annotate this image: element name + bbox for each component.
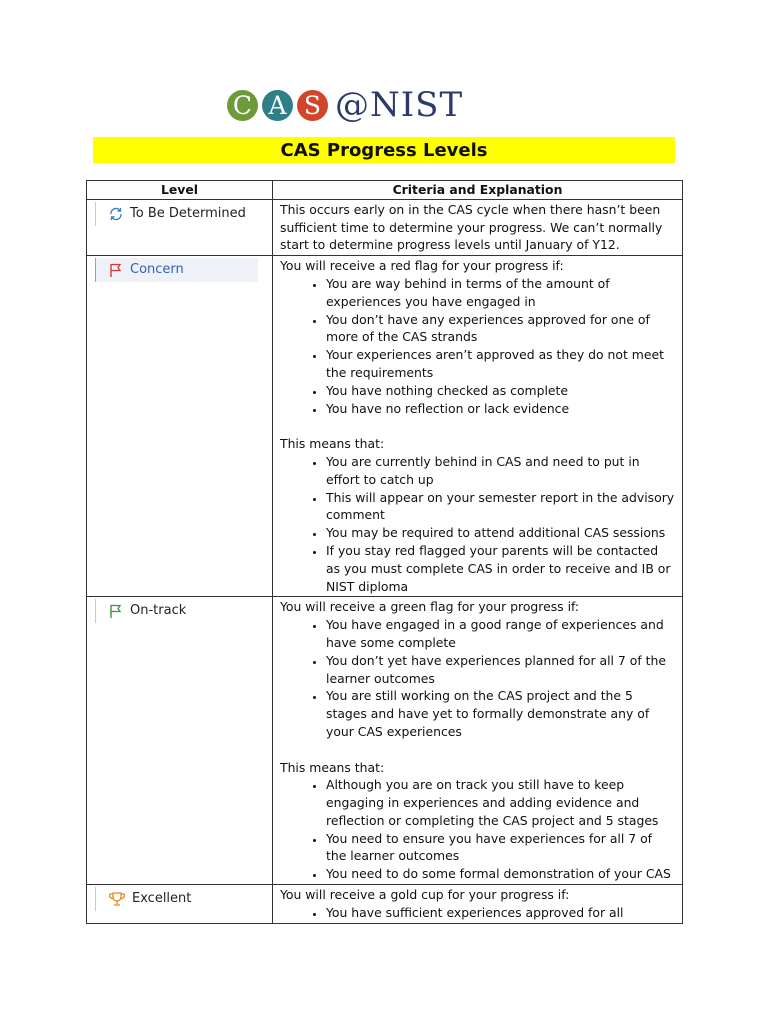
page-title: CAS Progress Levels [93, 137, 675, 163]
means-list [280, 453, 676, 595]
table-header-row [87, 181, 683, 200]
level-on-track [95, 599, 258, 623]
level-label: Excellent [132, 891, 192, 907]
list-item: • You may be required to attend additional CAS sessions [326, 524, 676, 542]
table-row [87, 199, 683, 255]
means-intro: This means that: [280, 436, 385, 452]
level-cell [87, 199, 273, 255]
cas-nist-logo [227, 85, 464, 125]
table-row [87, 597, 683, 885]
list-item: • You have no reflection or lack evidence [326, 400, 676, 418]
means-intro: This means that: [280, 759, 385, 775]
means-list [280, 776, 676, 883]
logo-text: @NIST [335, 85, 464, 125]
level-excellent [95, 887, 258, 911]
list-item: • You have sufficient experiences approved for all [326, 904, 676, 922]
level-concern [95, 258, 258, 282]
green-flag-icon [108, 603, 124, 619]
criteria-list [280, 616, 676, 741]
progress-levels-table [86, 180, 683, 924]
refresh-icon [108, 206, 124, 222]
list-item: • You need to do some formal demonstration of your CAS [326, 865, 676, 883]
list-item: • You are currently behind in CAS and need to put in effort to catch up [326, 453, 676, 489]
level-label: Concern [130, 262, 184, 278]
level-label: To Be Determined [130, 205, 246, 221]
logo-circle-c: C [227, 90, 258, 121]
list-item: • You don’t have any experiences approved for one of more of the CAS strands [326, 311, 676, 347]
criteria-intro: You will receive a red flag for your progress if: [280, 258, 564, 274]
gold-cup-icon [108, 891, 126, 907]
logo-circle-s: S [297, 90, 328, 121]
criteria-list [280, 275, 676, 417]
list-item: • You have nothing checked as complete [326, 382, 676, 400]
table-row [87, 885, 683, 924]
criteria-cell [273, 597, 683, 885]
criteria-intro: You will receive a green flag for your progress if: [280, 599, 580, 615]
list-item: • Although you are on track you still have to keep engaging in experiences and adding evidence and reflection or completing the CAS project and 5 stages [326, 776, 676, 829]
list-item: • You are way behind in terms of the amount of experiences you have engaged in [326, 275, 676, 311]
header-level: Level [87, 181, 273, 200]
list-item: • You need to ensure you have experiences for all 7 of the learner outcomes [326, 830, 676, 866]
list-item: • Your experiences aren’t approved as they do not meet the requirements [326, 346, 676, 382]
level-tbd [95, 202, 258, 226]
list-item: • You are still working on the CAS project and the 5 stages and have yet to formally demonstrate any of your CAS experiences [326, 687, 676, 740]
level-label: On-track [130, 603, 187, 619]
red-flag-icon [108, 262, 124, 278]
list-item: • You don’t yet have experiences planned for all 7 of the learner outcomes [326, 652, 676, 688]
criteria-cell [273, 885, 683, 924]
level-cell [87, 597, 273, 885]
logo-circle-a: A [262, 90, 293, 121]
list-item: • If you stay red flagged your parents will be contacted as you must complete CAS in order to receive and IB or NIST diploma [326, 542, 676, 595]
list-item: • You have engaged in a good range of experiences and have some complete [326, 616, 676, 652]
level-cell [87, 256, 273, 597]
level-cell [87, 885, 273, 924]
criteria-list [280, 904, 676, 922]
criteria-cell [273, 199, 683, 255]
criteria-text: This occurs early on in the CAS cycle when there hasn’t been sufficient time to determine your progress. We can’t normally start to determine progress levels until January of Y12. [280, 201, 663, 253]
list-item: • This will appear on your semester report in the advisory comment [326, 489, 676, 525]
table-row [87, 256, 683, 597]
header-criteria: Criteria and Explanation [273, 181, 683, 200]
criteria-intro: You will receive a gold cup for your progress if: [280, 887, 570, 903]
criteria-cell [273, 256, 683, 597]
